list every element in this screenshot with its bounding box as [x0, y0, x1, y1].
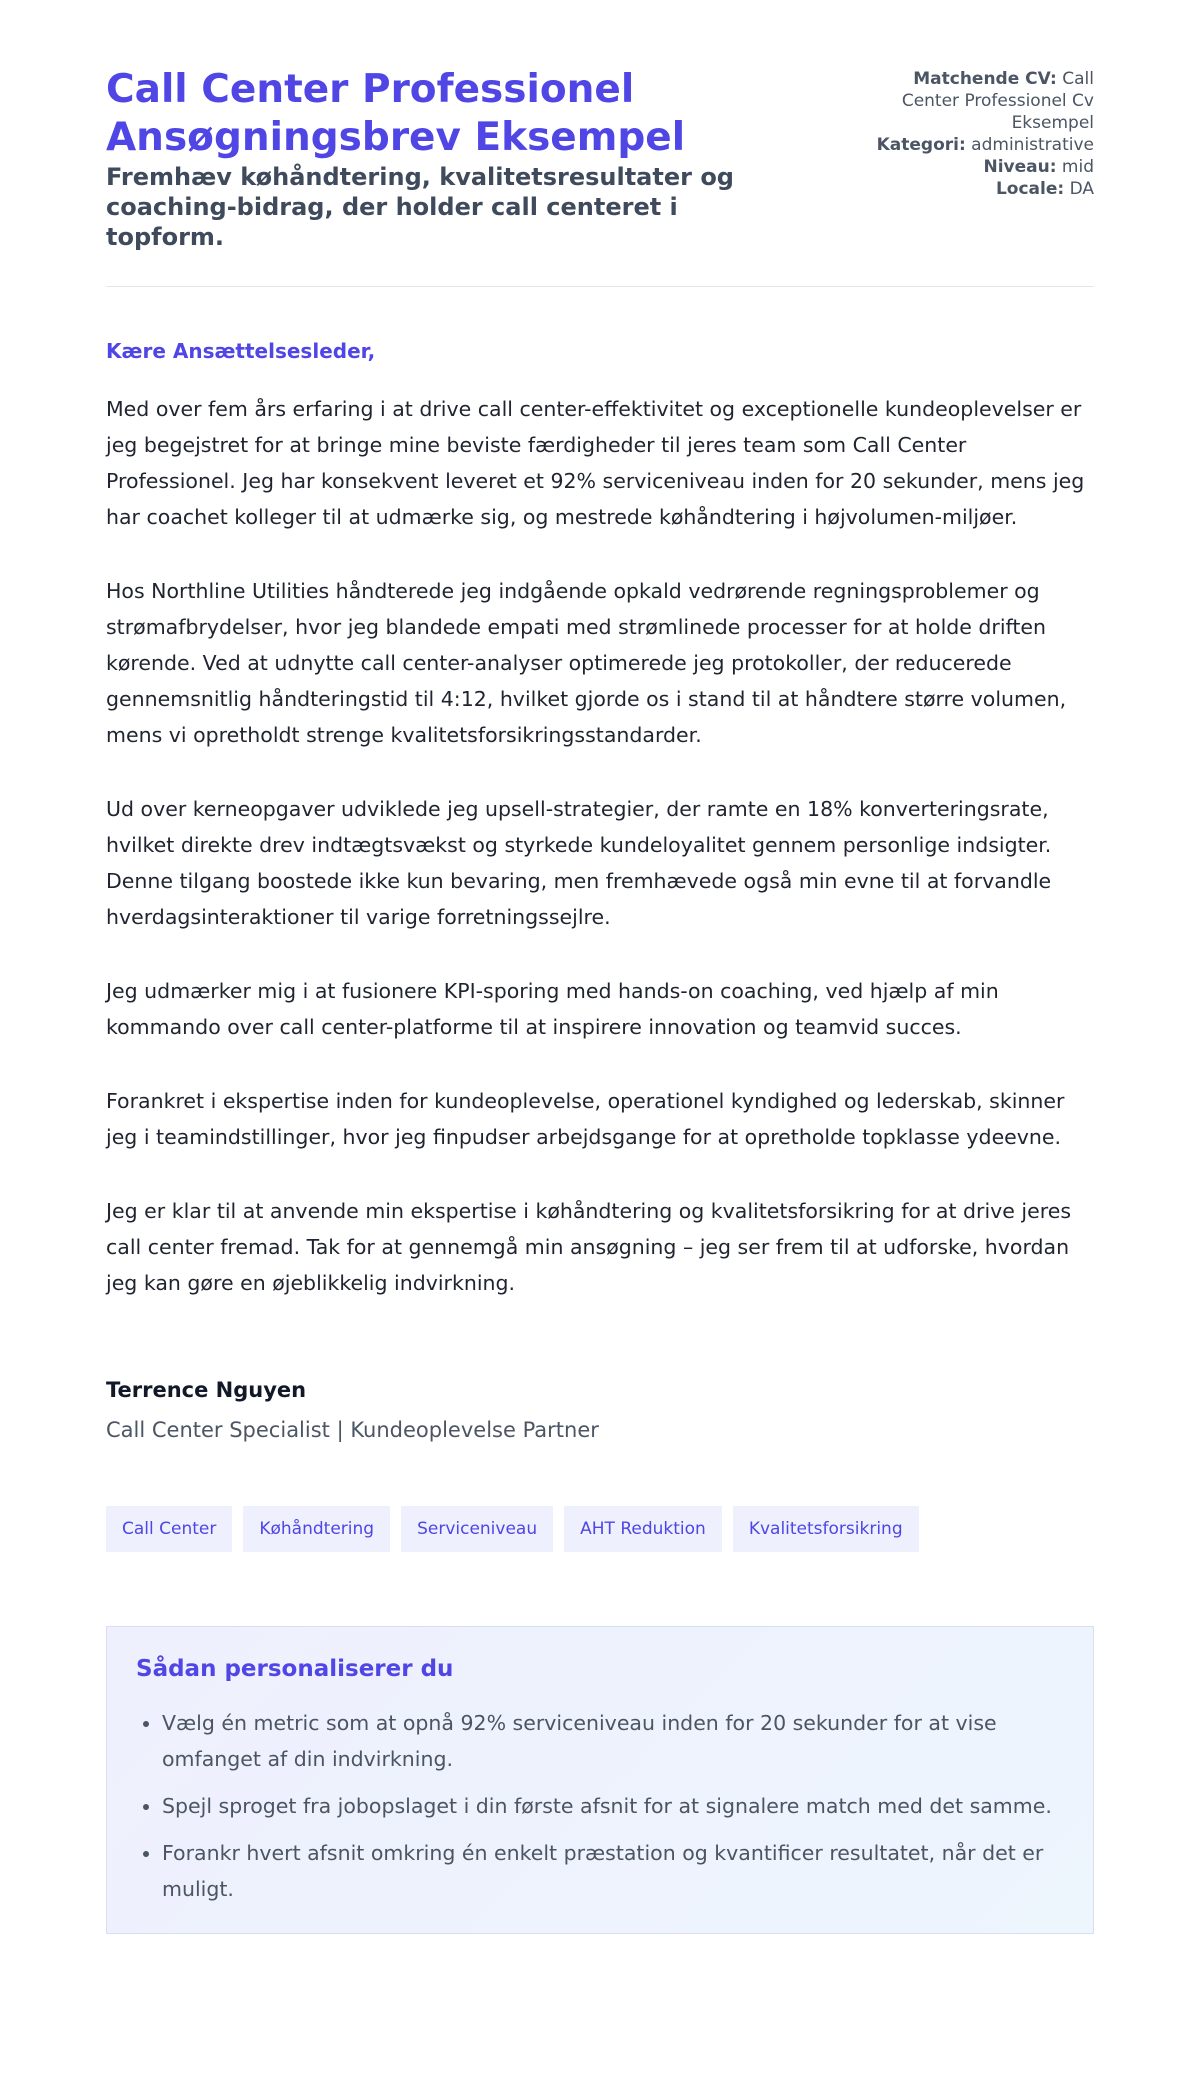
- page-subtitle: Fremhæv køhåndtering, kvalitetsresultater og coaching-bidrag, der holder call centeret i topform.: [106, 163, 734, 251]
- document-header: [106, 66, 1094, 287]
- tip-item: • Forankr hvert afsnit omkring én enkelt præstation og kvantificer resultatet, når det er muligt.: [162, 1835, 1064, 1907]
- tips-list: [136, 1705, 1064, 1907]
- letter-paragraph: Hos Northline Utilities håndterede jeg indgående opkald vedrørende regningsproblemer og strømafbrydelser, hvor jeg blandede empati med strømlinede processer for at holde driften kørende. Ved at udnytte call center-analyser optimerede jeg protokoller, der reducerede gennemsnitlig håndteringstid til 4:12, hvilket gjorde os i stand til at håndtere større volumen, mens vi opretholdt strenge kvalitetsforsikringsstandarder.: [106, 579, 1067, 747]
- meta-info: [854, 66, 1094, 200]
- tag-list: [106, 1506, 1094, 1552]
- tag-call-center: Call Center: [106, 1506, 232, 1552]
- meta-category: [854, 134, 1094, 156]
- letter-body: [106, 391, 1094, 1301]
- meta-value: Call Center Professionel Cv Eksempel: [901, 69, 1094, 133]
- tag-aht-reduction: AHT Reduktion: [564, 1506, 722, 1552]
- signature-name: Terrence Nguyen: [106, 1378, 307, 1402]
- meta-level: [854, 156, 1094, 178]
- meta-matching-cv: [854, 68, 1094, 134]
- meta-key: Locale:: [995, 179, 1065, 199]
- meta-value: mid: [1061, 157, 1094, 177]
- meta-locale: [854, 178, 1094, 200]
- salutation: Kære Ansættelsesleder,: [106, 339, 376, 363]
- letter-paragraph: Jeg udmærker mig i at fusionere KPI-sporing med hands-on coaching, ved hjælp af min kommando over call center-platforme til at inspirere innovation og teamvid succes.: [106, 979, 999, 1039]
- tag-queue-handling: Køhåndtering: [243, 1506, 390, 1552]
- meta-key: Matchende CV:: [913, 69, 1057, 89]
- meta-value: DA: [1069, 179, 1094, 199]
- meta-key: Kategori:: [876, 135, 966, 155]
- page-title: Call Center Professionel Ansøgningsbrev Eksempel: [106, 67, 686, 160]
- meta-key: Niveau:: [983, 157, 1057, 177]
- tips-title: Sådan personaliserer du: [136, 1656, 454, 1682]
- cover-letter-page: [106, 0, 1094, 1934]
- meta-value: administrative: [971, 135, 1094, 155]
- letter-paragraph: Forankret i ekspertise inden for kundeoplevelse, operationel kyndighed og lederskab, skinner jeg i teamindstillinger, hvor jeg finpudser arbejdsgange for at opretholde topklasse ydeevne.: [106, 1089, 1065, 1149]
- signature-block: [106, 1375, 1094, 1445]
- personalization-tips-box: [106, 1626, 1094, 1934]
- tip-item: • Vælg én metric som at opnå 92% serviceniveau inden for 20 sekunder for at vise omfanget af din indvirkning.: [162, 1705, 1064, 1777]
- tag-service-level: Serviceniveau: [401, 1506, 553, 1552]
- tip-item: • Spejl sproget fra jobopslaget i din første afsnit for at signalere match med det samme.: [162, 1788, 1064, 1824]
- letter-paragraph: Med over fem års erfaring i at drive call center-effektivitet og exceptionelle kundeoplevelser er jeg begejstret for at bringe mine beviste færdigheder til jeres team som Call Center Professionel. Jeg har konsekvent leveret et 92% serviceniveau inden for 20 sekunder, mens jeg har coachet kolleger til at udmærke sig, og mestrede køhåndtering i højvolumen-miljøer.: [106, 397, 1085, 529]
- tag-quality-assurance: Kvalitetsforsikring: [733, 1506, 919, 1552]
- signature-role: Call Center Specialist | Kundeoplevelse Partner: [106, 1418, 599, 1442]
- letter-paragraph: Jeg er klar til at anvende min ekspertise i køhåndtering og kvalitetsforsikring for at drive jeres call center fremad. Tak for at gennemgå min ansøgning – jeg ser frem til at udforske, hvordan jeg kan gøre en øjeblikkelig indvirkning.: [106, 1199, 1072, 1295]
- title-block: [106, 66, 786, 252]
- letter-paragraph: Ud over kerneopgaver udviklede jeg upsell-strategier, der ramte en 18% konverteringsrate, hvilket direkte drev indtægtsvækst og styrkede kundeloyalitet gennem personlige indsigter. Denne tilgang boostede ikke kun bevaring, men fremhævede også min evne til at forvandle hverdagsinteraktioner til varige forretningssejlre.: [106, 797, 1052, 929]
